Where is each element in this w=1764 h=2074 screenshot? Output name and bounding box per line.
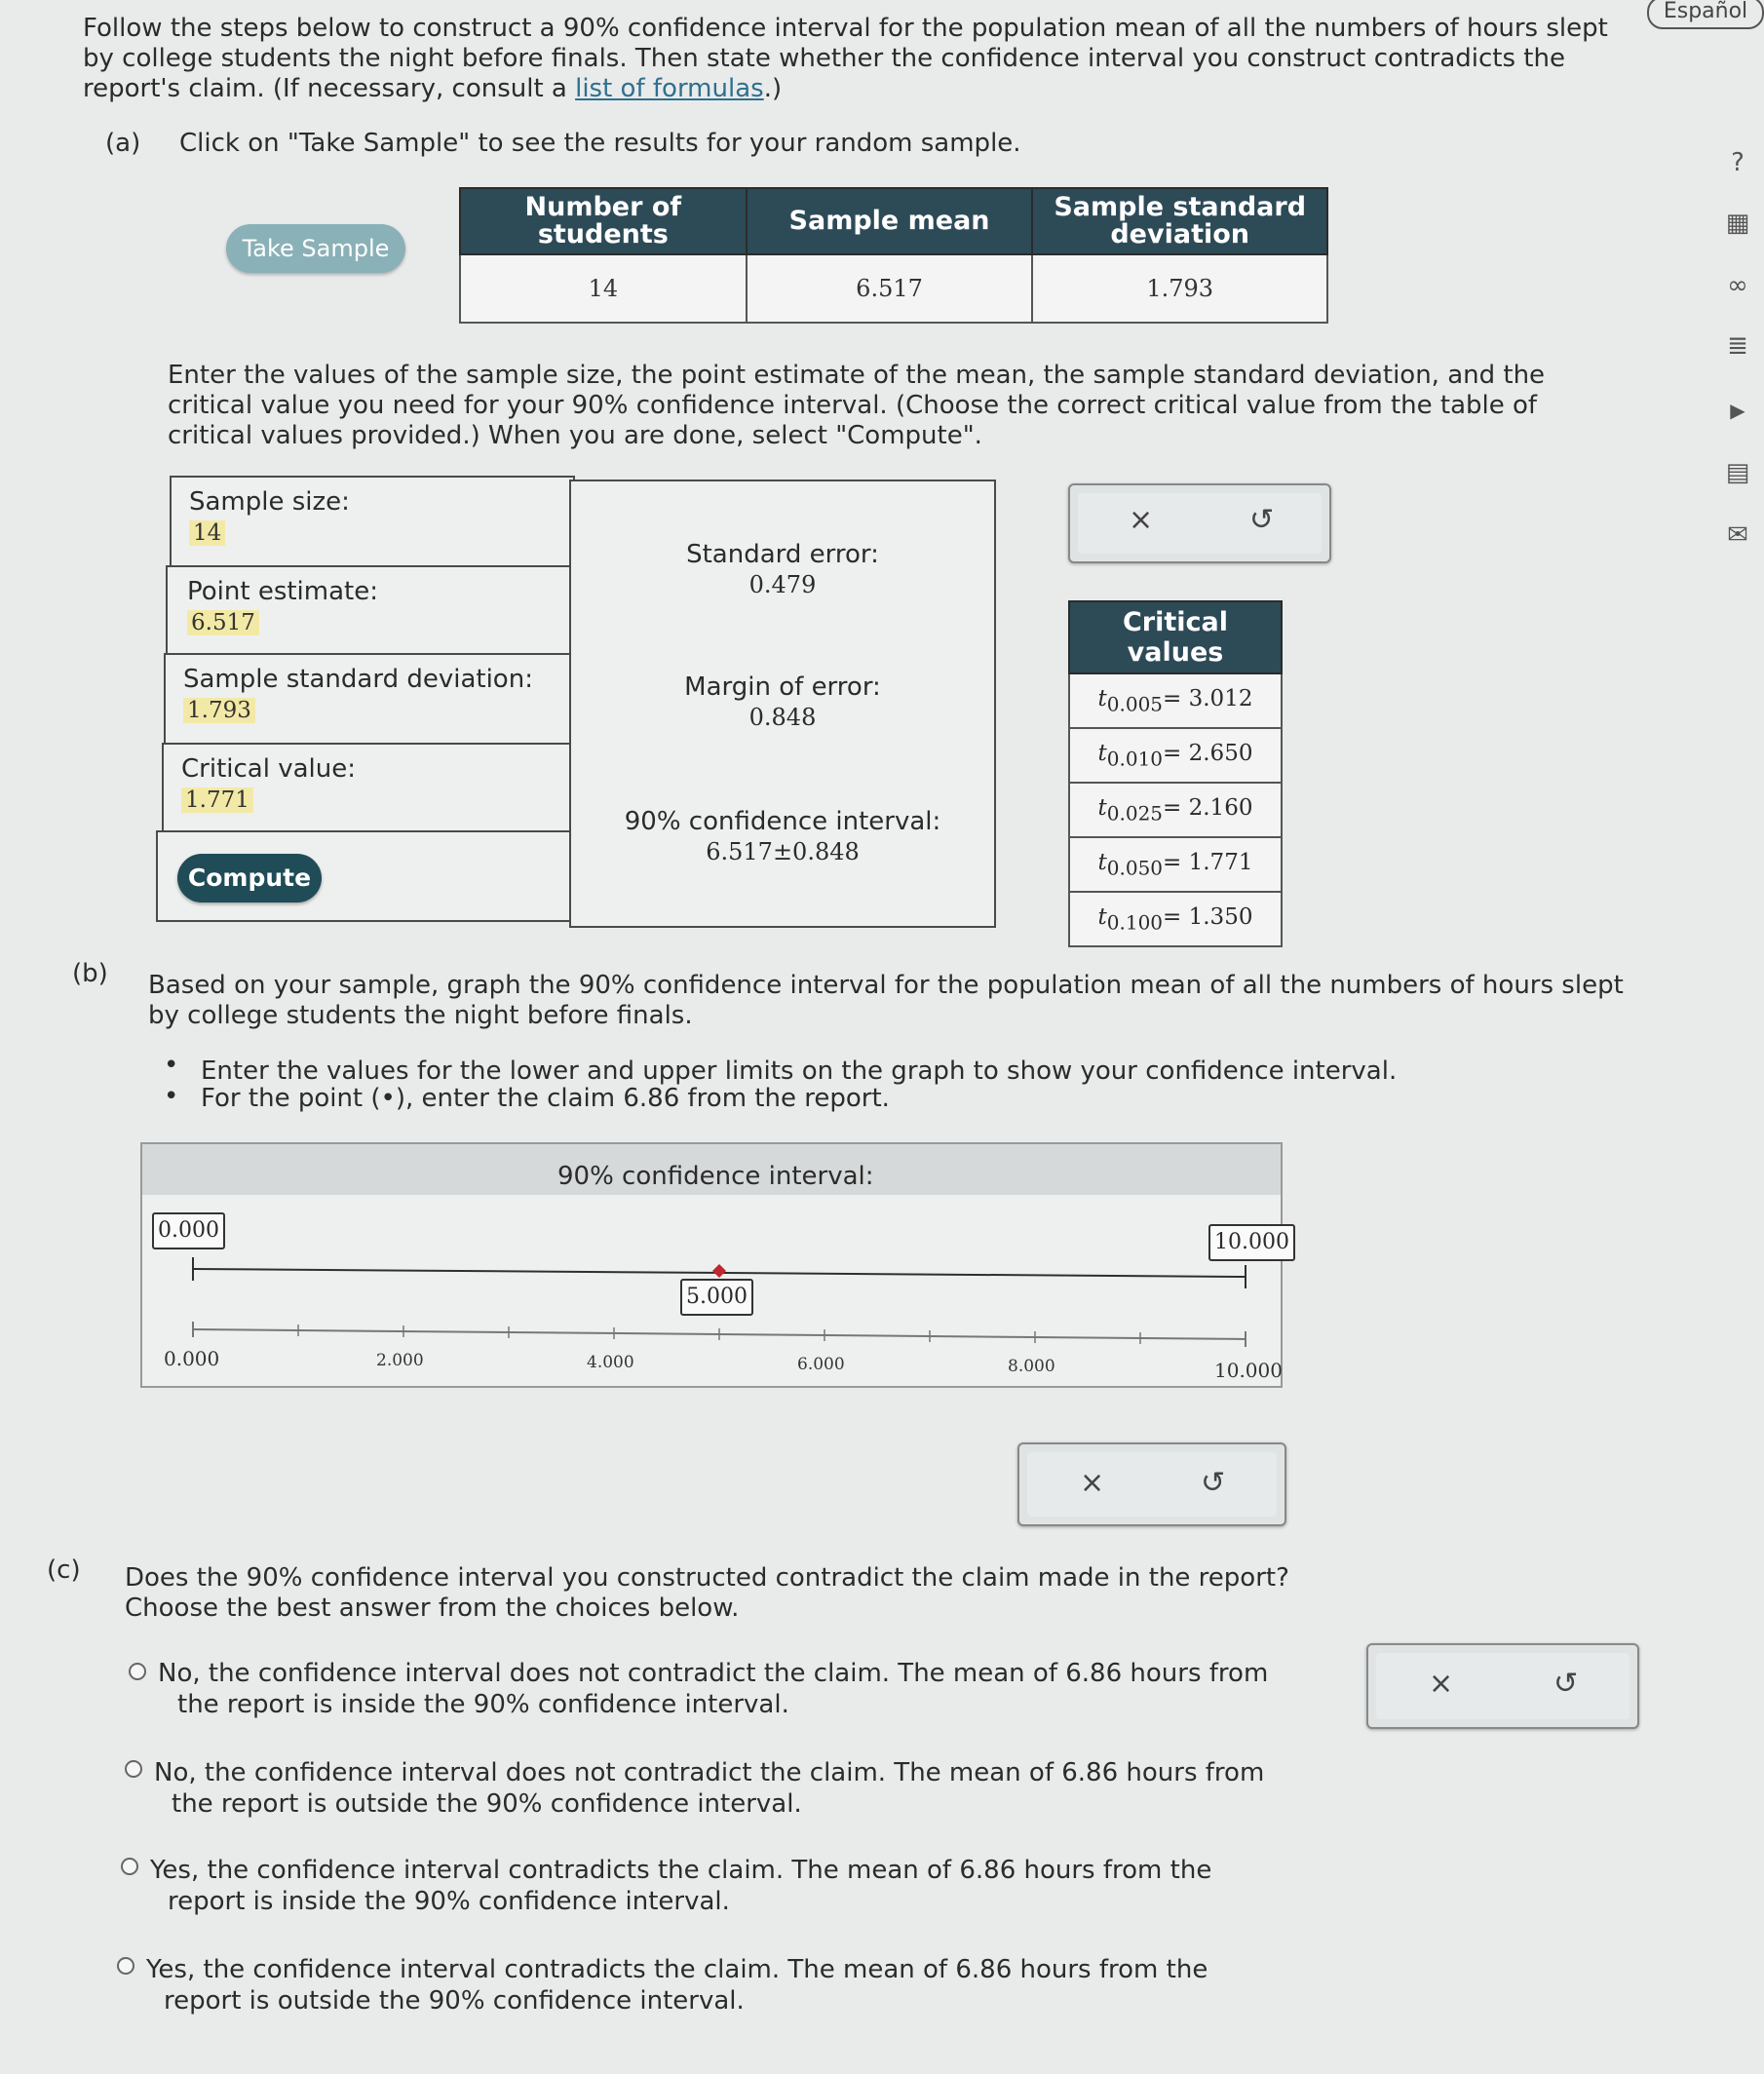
sample-sd-cell — [164, 653, 573, 745]
part-a-letter: (a) — [105, 129, 141, 158]
clear-button-c[interactable]: × — [1429, 1667, 1454, 1701]
option-2-line1[interactable]: No, the confidence interval does not contradict the claim. The mean of 6.86 hours from — [154, 1758, 1265, 1787]
header-sample-mean: Sample mean — [747, 188, 1033, 254]
bullet-2: • — [164, 1082, 179, 1111]
video-icon[interactable]: ▶ — [1730, 399, 1745, 422]
claim-point-marker — [712, 1264, 726, 1278]
table-header-row — [460, 188, 1327, 254]
book-icon[interactable]: ▤ — [1725, 458, 1750, 487]
lower-limit-input[interactable]: 0.000 — [152, 1212, 225, 1249]
sample-size-cell — [170, 476, 575, 567]
part-b-letter: (b) — [72, 959, 108, 988]
graph-svg — [142, 1144, 1281, 1386]
bullet-2-text: For the point (•), enter the claim 6.86 from the report. — [201, 1084, 890, 1113]
margin-label: Margin of error: — [684, 672, 881, 702]
option-3-line1[interactable]: Yes, the confidence interval contradicts the claim. The mean of 6.86 hours from the — [150, 1856, 1212, 1885]
table-row: $t_{0.050}= 1.771$ — [1069, 837, 1282, 892]
sample-sd-label: Sample standard deviation: — [183, 665, 533, 694]
radio-option-2[interactable] — [125, 1760, 142, 1778]
header-number-of-students: Number of students — [460, 188, 747, 254]
undo-button-b[interactable]: ↺ — [1201, 1466, 1226, 1500]
std-error-label: Standard error: — [686, 540, 879, 569]
part-c-question: Does the 90% confidence interval you constructed contradict the claim made in the report? Choose the best answer from the choices below. — [125, 1563, 1289, 1623]
radio-option-1[interactable] — [129, 1663, 146, 1680]
confidence-interval-graph — [140, 1142, 1289, 1388]
notes-icon[interactable]: ≣ — [1727, 331, 1748, 361]
radio-option-3[interactable] — [121, 1858, 138, 1875]
take-sample-button[interactable] — [226, 224, 405, 273]
option-4-line2: report is outside the 90% confidence interval. — [164, 1986, 745, 2016]
compute-cell — [156, 830, 571, 922]
results-panel — [569, 480, 996, 928]
undo-button-c[interactable]: ↺ — [1553, 1667, 1579, 1701]
intro-text: Follow the steps below to construct a 90% confidence interval for the population mean of all the numbers of hours slept by college students the night before finals. Then state whether the confidence interval you construct contradicts the report's claim. (If necessary, consult a list of formulas.) — [83, 14, 1608, 103]
compute-label: Compute — [187, 864, 312, 892]
point-estimate-label: Point estimate: — [187, 577, 378, 606]
option-4-line1[interactable]: Yes, the confidence interval contradicts the claim. The mean of 6.86 hours from the — [146, 1955, 1208, 1984]
sample-size-input[interactable]: 14 — [189, 520, 225, 546]
point-estimate-input[interactable]: 6.517 — [187, 610, 259, 635]
axis-label-4: 4.000 — [587, 1353, 634, 1372]
value-sample-mean: 6.517 — [747, 254, 1033, 323]
point-estimate-cell — [166, 565, 575, 655]
table-row: $t_{0.005}= 3.012$ — [1069, 673, 1282, 728]
clear-button-b[interactable]: × — [1080, 1466, 1105, 1500]
bullet-1: • — [164, 1051, 179, 1080]
graph-title: 90% confidence interval: — [557, 1162, 874, 1191]
option-3-line2: report is inside the 90% confidence interval. — [168, 1887, 730, 1916]
take-sample-label: Take Sample — [242, 235, 390, 262]
sample-sd-input[interactable]: 1.793 — [183, 698, 255, 723]
part-a-instruction2: Enter the values of the sample size, the point estimate of the mean, the sample standard deviation, and the critical value you need for your 90% confidence interval. (Choose the correct critical value from the table of critical values provided.) When you are done, select "Compute". — [168, 361, 1546, 450]
radio-option-4[interactable] — [117, 1957, 134, 1975]
axis-label-0: 0.000 — [164, 1347, 220, 1370]
bullet-1-text: Enter the values for the lower and upper limits on the graph to show your confidence interval. — [201, 1056, 1398, 1086]
axis-label-8: 8.000 — [1008, 1357, 1055, 1376]
option-2-line2: the report is outside the 90% confidence interval. — [172, 1789, 802, 1819]
mail-icon[interactable]: ✉ — [1727, 520, 1748, 550]
option-1-line2: the report is inside the 90% confidence interval. — [177, 1690, 789, 1719]
help-icon[interactable]: ? — [1731, 148, 1745, 177]
critical-value-input[interactable]: 1.771 — [181, 787, 253, 813]
part-b-instruction: Based on your sample, graph the 90% confidence interval for the population mean of all the numbers of hours slept by college students the night before finals. — [148, 971, 1624, 1030]
sample-size-label: Sample size: — [189, 487, 350, 517]
margin-value: 0.848 — [748, 704, 817, 731]
sample-results-table — [459, 187, 1328, 324]
part-c-letter: (c) — [47, 1556, 81, 1585]
action-box-a — [1068, 483, 1331, 563]
espanol-button[interactable] — [1647, 0, 1764, 29]
ci-value: 6.517±0.848 — [706, 838, 860, 865]
clear-button-a[interactable]: × — [1129, 503, 1154, 537]
action-box-c — [1366, 1643, 1639, 1729]
axis-label-2: 2.000 — [376, 1351, 424, 1370]
formulas-link[interactable]: list of formulas — [575, 74, 764, 103]
table-row: $t_{0.025}= 2.160$ — [1069, 783, 1282, 837]
ci-label: 90% confidence interval: — [624, 807, 941, 836]
claim-point-input[interactable]: 5.000 — [680, 1279, 753, 1316]
compute-button[interactable] — [177, 854, 322, 903]
part-a-instruction: Click on "Take Sample" to see the results for your random sample. — [179, 129, 1021, 158]
table-row: $t_{0.010}= 2.650$ — [1069, 728, 1282, 783]
critical-value-cell — [162, 743, 571, 834]
value-sample-sd: 1.793 — [1032, 254, 1327, 323]
infinity-icon[interactable]: ∞ — [1727, 271, 1748, 300]
table-row — [460, 254, 1327, 323]
option-1-line1[interactable]: No, the confidence interval does not contradict the claim. The mean of 6.86 hours from — [158, 1659, 1269, 1688]
action-box-b — [1017, 1442, 1286, 1526]
critical-values-title: Critical values — [1069, 601, 1282, 673]
std-error-value: 0.479 — [748, 571, 817, 598]
axis-label-10: 10.000 — [1214, 1359, 1283, 1382]
table-row: $t_{0.100}= 1.350$ — [1069, 892, 1282, 946]
undo-button-a[interactable]: ↺ — [1249, 503, 1275, 537]
value-number-of-students: 14 — [460, 254, 747, 323]
critical-values-table — [1068, 600, 1283, 947]
upper-limit-input[interactable]: 10.000 — [1208, 1224, 1295, 1261]
critical-value-label: Critical value: — [181, 754, 356, 784]
header-sample-sd: Sample standard deviation — [1032, 188, 1327, 254]
calculator-icon[interactable]: ▦ — [1725, 209, 1750, 238]
espanol-label: Español — [1663, 0, 1748, 23]
axis-label-6: 6.000 — [797, 1355, 845, 1374]
